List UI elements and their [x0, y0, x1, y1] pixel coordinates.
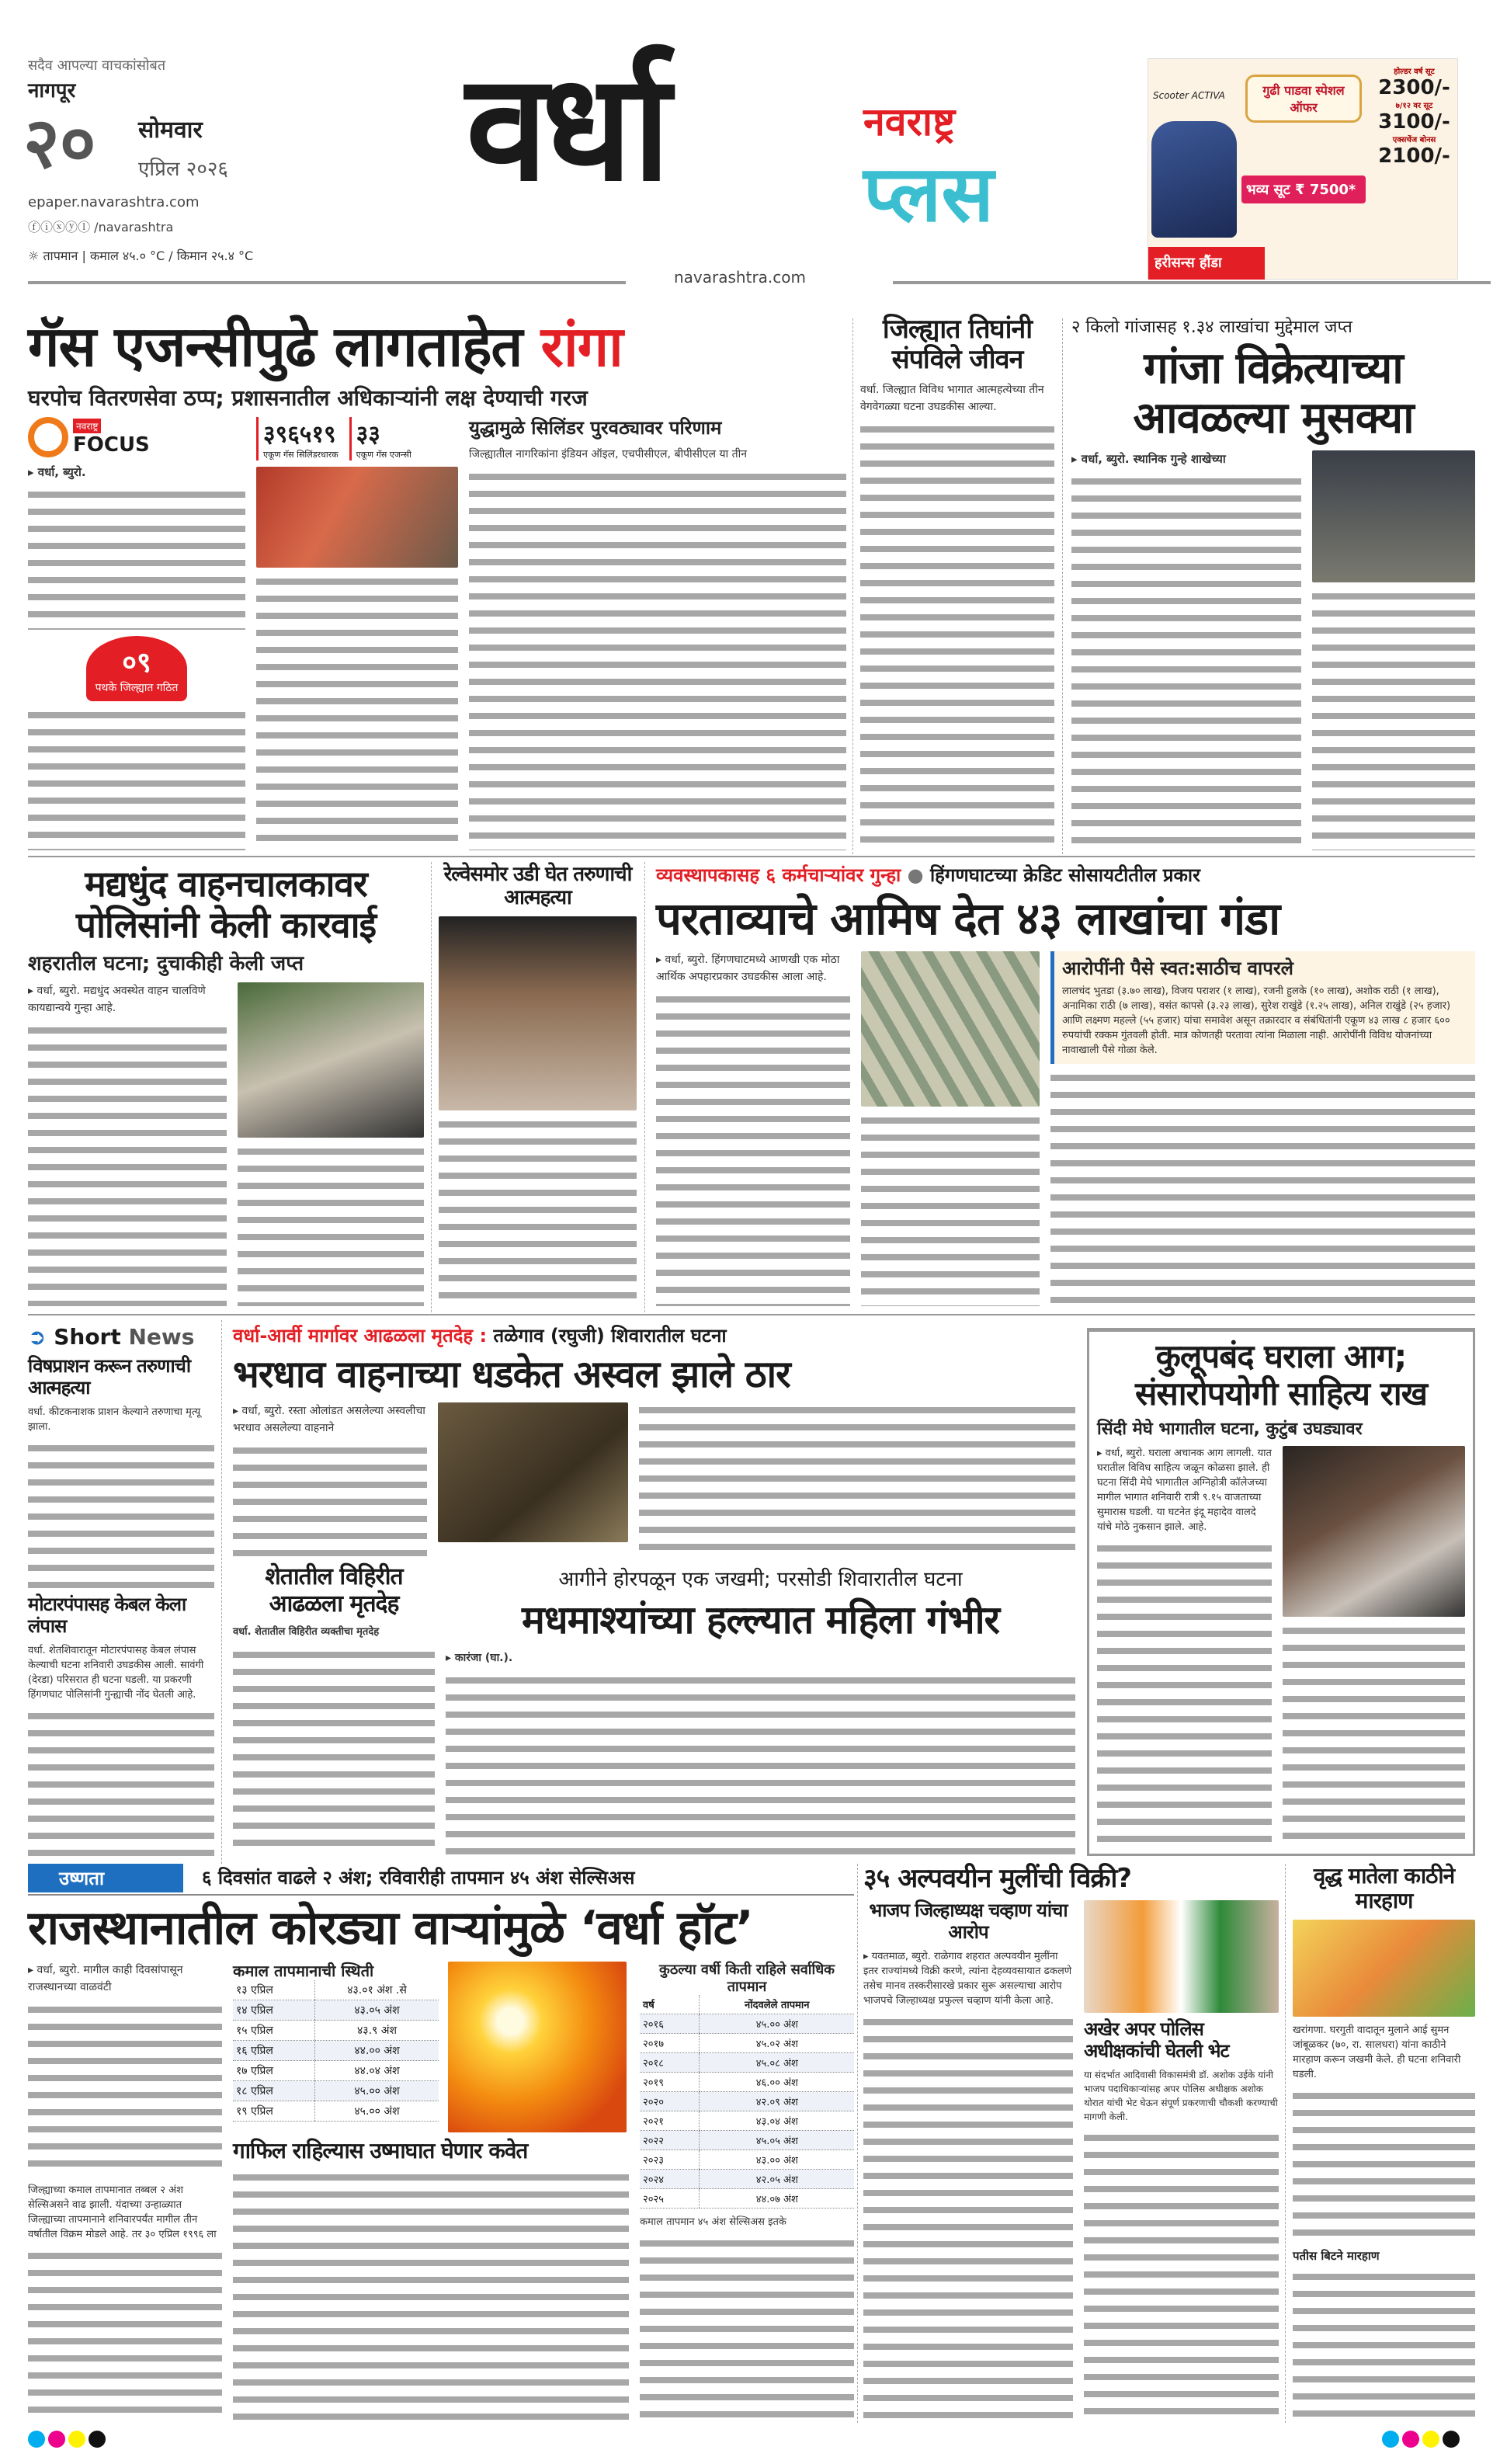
fire-body-text [1283, 1623, 1465, 1847]
gas-side-lead: जिल्ह्यातील नागरिकांना इंडियन ऑइल, एचपीसीएल, बीपीसीएल या तीन [469, 448, 747, 461]
focus-eye-icon [28, 417, 68, 457]
weather [28, 247, 253, 264]
ad-price3: 2100/- [1378, 144, 1450, 168]
table-cell: २०२२ [640, 2131, 700, 2150]
heat-body-text [233, 2170, 629, 2423]
railway-headline: रेल्वेसमोर उडी घेत तरुणाची आत्महत्या [443, 863, 632, 909]
ad-brand: Scooter ACTIVA [1153, 90, 1225, 101]
fire-body-text [1097, 1541, 1272, 1847]
table-cell: ४५.०२ अंश [700, 2034, 854, 2053]
table-row [233, 2081, 439, 2101]
table-row [640, 2150, 854, 2170]
ad-prices [1373, 65, 1455, 168]
ad-price2-label: ७/१२ वर सूट [1395, 102, 1433, 110]
table-cell: ४३.०० अंश [700, 2150, 854, 2170]
table-cell: २०२३ [640, 2150, 700, 2170]
gas-body-text [28, 707, 245, 850]
heatstroke-subheadline: गाफिल राहिल्यास उष्माघात घेणार कवेत [233, 2138, 528, 2163]
trafficking-lead: ▸ यवतमाळ, ब्युरो. राळेगाव शहरात अल्पवयीन मुलींना इतर राज्यांमध्ये विक्री करणे, त्यांना देहव्यवसायात ढकलणे तसेच मानव तस्करीसारखे प्रकार सुरू असल्याचा आरोप भाजपचे जिल्हाध्यक्ष प्रफुल्ल चव्हाण यांनी केला आहे. [863, 1951, 1072, 2007]
tagline: सदैव आपल्या वाचकांसोबत [28, 57, 166, 74]
short-news-text: वर्धा. कीटकनाशक प्राशन केल्याने तरुणाचा मृत्यू झाला. [28, 1406, 201, 1434]
table-cell: ४३.०५ अंश [315, 2000, 439, 2021]
focus-label: FOCUS [73, 433, 150, 457]
weather-icon: ☼ [28, 248, 43, 263]
instagram-icon[interactable]: ⓘ [40, 220, 54, 235]
ad-scooter-image [1151, 121, 1237, 238]
accused-box [1050, 951, 1475, 1065]
bees-lead: ▸ कारंजा (घा.). [446, 1651, 513, 1664]
table-row [640, 2073, 854, 2092]
facebook-icon[interactable]: ⓕ [28, 220, 41, 235]
short-news-title-a: Short [54, 1324, 121, 1350]
heat-body-text [640, 2236, 854, 2423]
table-header-row [640, 1995, 854, 2014]
burnt-house-photo [1283, 1446, 1465, 1617]
bjp-group-photo [1084, 1900, 1279, 2013]
cyan-mark [1382, 2431, 1399, 2448]
max-temp-table-title: कमाल तापमानाची स्थिती [233, 1962, 374, 1980]
table-cell: १९ एप्रिल [233, 2101, 315, 2122]
table-row [233, 2021, 439, 2041]
mother-body-text [1293, 2269, 1475, 2423]
table-row [233, 2000, 439, 2021]
trafficking-body-text [863, 2014, 1073, 2423]
magenta-mark [1402, 2431, 1419, 2448]
fire-deck: सिंदी मेघे भागातील घटना, कुटुंब उघड्यावर [1097, 1419, 1363, 1439]
table-cell: २०२१ [640, 2111, 700, 2131]
column-divider [431, 862, 432, 1312]
accused-box-text: लालचंद भुतडा (३.७० लाख), विजय पराशर (१ लाख), रजनी हुलके (१० लाख), अशोक राठी (१ लाख), अनामिका राठी (७ लाख), वसंत कापसे (३.२३ लाख), सुरेश राखुंडे (१.२५ लाख), अनिल राखुंडे (२५ हजार) आणि लक्ष्मण महल्ले (५५ हजार) यांचा समावेश असून तक्रारदार व संबंधितांनी एकूण ४३ लाख ८ हजार ६०० रुपयांची रक्कम गुंतवली होती. मात्र कोणतही परतावा त्यांना मिळाला नाही. आरोपींनी विविध योजनांच्या नावाखाली पैसे गोळा केले. [1062, 985, 1451, 1057]
ganja-lead: ▸ वर्धा, ब्युरो. स्थानिक गुन्हे शाखेच्या [1071, 451, 1226, 466]
drunk-driver-story [28, 864, 424, 1306]
masthead-rule-right [893, 281, 1491, 284]
table-cell: ४५.०० अंश [700, 2014, 854, 2034]
gas-headline-main: गॅस एजन्सीपुढे लागताहेत [28, 314, 541, 379]
ad-price3-label: एक्सचेंज बोनस [1392, 136, 1436, 144]
bear-body-text [233, 1443, 427, 1558]
credit-body-text [1050, 1070, 1475, 1306]
heat-strap-text: ६ दिवसांत वाढले २ अंश; रविवारीही तापमान ४५ अंश सेल्सिअस [202, 1867, 635, 1889]
stat-value: ०९ [122, 647, 151, 679]
masthead-rule-left [28, 281, 626, 284]
table-row [640, 2189, 854, 2209]
row-divider [28, 856, 1475, 857]
gas-stat-holders [256, 417, 339, 460]
black-mark [89, 2431, 106, 2448]
gas-deck: घरपोच वितरणसेवा ठप्प; प्रशासनातील अधिकाऱ्यांनी लक्ष देण्याची गरज [28, 384, 588, 411]
table-cell: २०१६ [640, 2014, 700, 2034]
gas-lead: ▸ वर्धा, ब्युरो. [28, 465, 86, 480]
bullet-icon: ● [907, 864, 930, 886]
table-cell: ४४.०० अंश [315, 2041, 439, 2061]
table-cell: १३ एप्रिल [233, 1980, 315, 2000]
well-headline: शेतातील विहिरीत आढळला मृतदेह [265, 1563, 403, 1618]
logo-navarashtra: नवराष्ट्र [863, 99, 956, 144]
accused-box-heading: आरोपींनी पैसे स्वत:साठीच वापरले [1062, 957, 1293, 979]
weather-text: तापमान | कमाल ४५.० °C / किमान २५.४ °C [43, 248, 254, 263]
short-news-header [28, 1324, 214, 1350]
suicide-headline: जिल्ह्यात तिघांनी संपविले जीवन [882, 314, 1033, 376]
gas-side-headline: युद्धामुळे सिलिंडर पुरवठ्यावर परिणाम [469, 417, 722, 440]
x-icon[interactable]: ⓧ [53, 220, 66, 235]
credit-kicker-red: व्यवस्थापकासह ६ कर्मचाऱ्यांवर गुन्हा [656, 864, 901, 886]
short-news-column [28, 1324, 214, 1856]
gas-body-text [256, 574, 458, 850]
trafficking-story [863, 1864, 1279, 2423]
table-cell: ४४.०७ अंश [700, 2189, 854, 2209]
stat-label: एकूण गॅस एजन्सी [356, 450, 411, 460]
ganja-body-text [1071, 474, 1301, 850]
short-news-text: वर्धा. शेतशिवारातून मोटारपंपासह केबल लंपास केल्याची घटना शनिवारी उघडकीस आली. सावंगी (देरडा) परिसरात ही घटना घडली. या प्रकरणी हिंगणघाट पोलिसांनी गुन्ह्याची नोंद घेतली आहे. [28, 1645, 204, 1701]
short-news-title-b: News [128, 1324, 195, 1350]
ganja-story [1071, 315, 1475, 850]
table-cell: ४२.०५ अंश [700, 2170, 854, 2189]
gas-body-text [28, 487, 245, 630]
table-cell: १८ एप्रिल [233, 2081, 315, 2101]
credit-body-text [861, 1113, 1040, 1306]
fire-headline: कुलूपबंद घराला आग; संसारोपयोगी साहित्य राख [1135, 1337, 1427, 1413]
logo-plus: प्लस [863, 148, 994, 239]
linkedin-icon[interactable]: ⓛ [78, 220, 91, 235]
short-news-body-text [28, 1441, 214, 1588]
well-lead: वर्धा. शेतातील विहिरीत व्यक्तीचा मृतदेह [233, 1626, 380, 1639]
yellow-mark [68, 2431, 85, 2448]
bear-body-text [639, 1402, 1075, 1558]
railway-story [439, 864, 637, 1306]
bear-kicker-red: वर्धा-आर्वी मार्गावर आढळला मृतदेह : [233, 1325, 488, 1347]
drunk-driver-body-text [28, 1023, 227, 1306]
arrow-icon: ➲ [28, 1324, 54, 1350]
max-temp-table [233, 1980, 439, 2122]
credit-story [656, 864, 1475, 1306]
suicide-lead: वर्धा. जिल्ह्यात विविध भागात आत्महत्येच्या तीन वेगवेगळ्या घटना उघडकीस आल्या. [860, 384, 1044, 414]
trafficking-deck: भाजप जिल्हाध्यक्ष चव्हाण यांचा आरोप [869, 1899, 1068, 1943]
table-cell: १७ एप्रिल [233, 2061, 315, 2081]
bees-kicker: आगीने होरपळून एक जखमी; परसोडी शिवारातील घटना [558, 1568, 963, 1592]
ad-discount: भव्य सूट ₹ 7500* [1241, 176, 1366, 203]
gas-stat-squads [86, 636, 187, 701]
column-divider [644, 862, 645, 1312]
table-cell: २०२४ [640, 2170, 700, 2189]
fire-lead: ▸ वर्धा, ब्युरो. घराला अचानक आग लागली. यात घरातील विविध साहित्य जळून कोळसा झाले. ही घटना सिंदी मेघे भागातील अग्निहोत्री कॉलेजच्या मागील भागात शनिवारी रात्री ९.१५ वाजताच्या सुमारास घडली. या घटनेत इंदू महादेव वालदे यांचे मोठे नुकसान झाले. आहे. [1097, 1447, 1272, 1533]
table-cell: ४५.०५ अंश [700, 2131, 854, 2150]
ad-price1-label: होल्डर वर्ष सूट [1394, 68, 1435, 76]
city: नागपूर [28, 79, 76, 103]
yellow-mark [1422, 2431, 1439, 2448]
epaper-link[interactable]: epaper.navarashtra.com [28, 194, 200, 210]
ganja-body-text [1312, 589, 1475, 850]
bees-headline: मधमाश्यांच्या हल्ल्यात महिला गंभीर [521, 1597, 1000, 1643]
heat-lead: ▸ वर्धा, ब्युरो. मागील काही दिवसांपासून राजस्थानच्या वाळवंटी [28, 1964, 183, 1993]
assault-illustration [1293, 1920, 1475, 2017]
table-cell: १६ एप्रिल [233, 2041, 315, 2061]
logo-vardha: वर्धा [466, 42, 665, 214]
police-photo [238, 982, 424, 1138]
table-cell: ४३.०१ अंश .से [315, 1980, 439, 2000]
max-temp-table-box [233, 1962, 439, 2132]
ad-dealer: हरीसन्स हौंडा [1148, 247, 1265, 280]
ad-price1: 2300/- [1378, 76, 1450, 99]
bear-headline: भरधाव वाहनाच्या धडकेत अस्वल झाले ठार [233, 1353, 790, 1396]
trafficking-subtext: या संदर्भात आदिवासी विकासमंत्री डॉ. अशोक उईके यांनी भाजप पदाधिकाऱ्यांसह अपर पोलिस अधीक्षक अशोक थोरात यांची भेट घेऊन संपूर्ण प्रकरणाची चौकशी करण्याची मागणी केली. [1084, 2070, 1278, 2123]
column-divider [1062, 318, 1063, 854]
table-row [640, 2111, 854, 2131]
drunk-driver-deck: शहरातील घटना; दुचाकीही केली जप्त [28, 951, 304, 975]
trafficking-body-text [1084, 2130, 1279, 2423]
credit-lead: ▸ वर्धा, ब्युरो. हिंगणघाटमध्ये आणखी एक मोठा आर्थिक अपहारप्रकार उघडकीस आला आहे. [656, 953, 840, 983]
hot-sun-thermometer-photo [448, 1962, 627, 2132]
yearly-temp-table-box [640, 1962, 854, 2209]
bear-lead: ▸ वर्धा, ब्युरो. रस्ता ओलांडत असलेल्या अस्वलीचा भरधाव असलेल्या वाहनाने [233, 1405, 425, 1435]
honda-advertisement[interactable] [1148, 58, 1458, 280]
yearly-temp-table [640, 1995, 854, 2209]
table-row [640, 2092, 854, 2111]
stat-label: एकूण गॅस सिलिंडरधारक [263, 450, 339, 460]
gas-body-text [469, 469, 846, 850]
heat-closing: कमाल तापमान ४५ अंश सेल्सिअस इतके [640, 2216, 786, 2229]
table-cell: २०२५ [640, 2189, 700, 2209]
drunk-driver-lead: ▸ वर्धा, ब्युरो. मद्यधुंद अवस्थेत वाहन चालविणे कायद्यान्वये गुन्हा आहे. [28, 984, 206, 1014]
table-cell: २०१९ [640, 2073, 700, 2092]
mother-subheadline: पतीस बिटने मारहाण [1293, 2248, 1380, 2263]
table-row [640, 2053, 854, 2073]
well-body-text [233, 1647, 435, 1856]
bear-kicker [233, 1324, 1075, 1347]
focus-badge [28, 417, 245, 457]
mother-headline: वृद्ध मातेला काठीने मारहाण [1313, 1863, 1455, 1914]
print-color-marks [1382, 2431, 1463, 2451]
table-cell: ४४.०४ अंश [315, 2061, 439, 2081]
middle-stories [233, 1324, 1075, 1856]
table-cell: ४५.०० अंश [315, 2081, 439, 2101]
credit-body-text [656, 992, 850, 1306]
ganja-arrest-photo [1312, 450, 1475, 582]
column-divider [857, 1864, 858, 2423]
trafficking-subheadline: अखेर अपर पोलिस अधीक्षकांची घेतली भेट [1084, 2018, 1229, 2062]
focus-brand: नवराष्ट्र [73, 419, 101, 433]
table-cell: ४६.०० अंश [700, 2073, 854, 2092]
site-url[interactable]: navarashtra.com [674, 268, 806, 287]
magenta-mark [48, 2431, 65, 2448]
print-color-marks [28, 2431, 109, 2451]
table-cell: ४३.०४ अंश [700, 2111, 854, 2131]
ganja-headline: गांजा विक्रेत्याच्या आवळल्या मुसक्या [1133, 343, 1414, 444]
ad-price2: 3100/- [1378, 110, 1450, 134]
trafficking-headline: ३५ अल्पवयीन मुलींची विक्री? [863, 1863, 1131, 1894]
table-cell: २०२० [640, 2092, 700, 2111]
credit-headline: परताव्याचे आमिष देत ४३ लाखांचा गंडा [656, 892, 1280, 945]
ganja-kicker: २ किलो गांजासह १.३४ लाखांचा मुद्देमाल जप्त [1071, 318, 1352, 337]
table-row [233, 1980, 439, 2000]
stat-value: ३३ [356, 421, 380, 449]
gas-stat-agencies [349, 417, 411, 460]
short-news-body-text [28, 1708, 214, 1856]
date-day: २० [23, 103, 96, 184]
column-divider [1285, 1864, 1286, 2423]
heat-strap [28, 1864, 854, 1896]
heat-body-text [28, 2002, 222, 2177]
suicide-story [860, 315, 1054, 850]
month-year: एप्रिल २०२६ [138, 158, 228, 181]
masthead [0, 0, 1500, 295]
ad-offer: गुढी पाडवा स्पेशल ऑफर [1245, 75, 1362, 123]
table-cell: ४५.०८ अंश [700, 2053, 854, 2073]
feet-tag-photo [439, 916, 637, 1110]
mother-story [1293, 1864, 1475, 2423]
heat-tag: उष्णता [28, 1864, 183, 1892]
short-news-headline: विषप्राशन करून तरुणाची आत्महत्या [28, 1355, 191, 1399]
suicide-body-text [860, 422, 1054, 850]
mother-lead: खरांगणा. घरगुती वादातून मुलाने आई सुमन जांबूळकर (७०, रा. सालधरा) यांना काठीने मारहाण करून जखमी केले. ही घटना शनिवारी घडली. [1293, 2024, 1461, 2081]
table-cell: १४ एप्रिल [233, 2000, 315, 2021]
railway-body-text [439, 1117, 637, 1306]
table-cell: ४५.०० अंश [315, 2101, 439, 2122]
gas-headline [28, 315, 846, 379]
cyan-mark [28, 2431, 45, 2448]
gas-cylinders-photo [256, 467, 458, 568]
table-cell: २०१८ [640, 2053, 700, 2073]
youtube-icon[interactable]: ⓨ [65, 220, 78, 235]
table-cell: ४३.९ अंश [315, 2021, 439, 2041]
table-row [233, 2041, 439, 2061]
table-row [640, 2014, 854, 2034]
table-row [233, 2101, 439, 2122]
bear-photo [438, 1402, 628, 1542]
credit-kicker-black: हिंगणघाटच्या क्रेडिट सोसायटीतील प्रकार [929, 864, 1200, 886]
gas-story [28, 315, 846, 850]
social-handle: /navarashtra [94, 220, 174, 235]
drunk-driver-headline: मद्यधुंद वाहनचालकावर पोलिसांनी केली कारवाई [75, 863, 377, 946]
stat-value: ३९६५१९ [263, 421, 336, 449]
table-cell: १५ एप्रिल [233, 2021, 315, 2041]
table-header-cell: वर्ष [640, 1995, 700, 2014]
table-row [640, 2131, 854, 2150]
drunk-driver-body-text [238, 1144, 424, 1306]
row-divider [28, 1314, 1475, 1315]
bees-body-text [446, 1673, 1075, 1856]
credit-kicker [656, 864, 1475, 887]
table-row [640, 2034, 854, 2053]
black-mark [1443, 2431, 1460, 2448]
yearly-temp-table-title: कुठल्या वर्षी किती राहिले सर्वाधिक तापमान [659, 1962, 835, 1995]
column-divider [852, 318, 853, 854]
heat-headline: राजस्थानातील कोरड्या वाऱ्यांमुळे ‘वर्धा हॉट’ [28, 1901, 753, 1955]
stat-label: पथके जिल्ह्यात गठित [95, 682, 179, 695]
short-news-headline: मोटारपंपासह केबल केला लंपास [28, 1593, 186, 1637]
fire-box [1087, 1328, 1475, 1856]
weekday: सोमवार [138, 116, 203, 144]
column-divider [221, 1320, 222, 1864]
table-header-cell: नोंदवलेले तापमान [700, 1995, 854, 2014]
gas-headline-red: रांगा [540, 314, 623, 379]
table-row [640, 2170, 854, 2189]
table-cell: २०१७ [640, 2034, 700, 2053]
bear-kicker-black: तळेगाव (रघुजी) शिवारातील घटना [487, 1325, 727, 1347]
heat-body-text [28, 2248, 222, 2423]
table-cell: ४२.०९ अंश [700, 2092, 854, 2111]
heat-story [28, 1864, 854, 2423]
currency-notes-photo [861, 951, 1040, 1107]
heat-paragraph: जिल्ह्याच्या कमाल तापमानात तब्बल २ अंश सेल्सिअसने वाढ झाली. यंदाच्या उन्हाळ्यात जिल्ह्याच्या तापमानाने शनिवारपर्यंत मागील तीन वर्षातील विक्रम मोडले आहे. तर ३० एप्रिल १९९६ ला [28, 2184, 217, 2240]
table-row [233, 2061, 439, 2081]
mother-body-text [1293, 2088, 1475, 2242]
social-icons [28, 217, 173, 235]
